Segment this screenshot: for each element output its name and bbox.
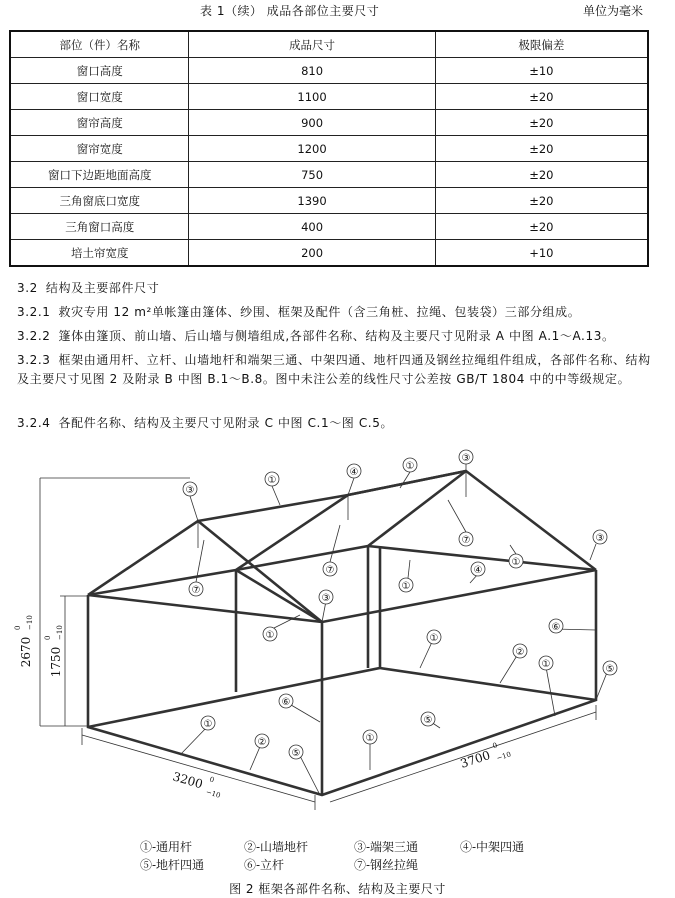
legend-item: ④-中架四通	[460, 840, 525, 854]
table-row	[10, 214, 648, 240]
callout-3-icon	[319, 590, 333, 604]
section-number: 3.2.4	[17, 416, 51, 430]
callout-label: ⑦	[461, 535, 471, 546]
callout-1-icon	[427, 630, 441, 644]
height-total-tol-lower: −10	[26, 615, 34, 630]
table-caption	[0, 2, 675, 18]
callout-label: ①	[365, 733, 375, 744]
callout-1-icon	[399, 578, 413, 592]
callout-1-icon	[363, 730, 377, 744]
callout-1-icon	[201, 716, 215, 730]
callout-6-icon	[549, 619, 563, 633]
callout-label: ①	[429, 633, 439, 644]
cell-name: 窗口宽度	[10, 84, 189, 110]
height-total-tol-upper: 0	[14, 625, 22, 630]
table-row	[10, 58, 648, 84]
callout-label: ②	[257, 737, 267, 748]
callout-label: ③	[321, 593, 331, 604]
section-3-2	[17, 279, 657, 298]
section-text: 结构及主要部件尺寸	[45, 281, 160, 295]
table-header-row	[10, 31, 648, 58]
height-wall-tol-upper: 0	[44, 635, 52, 640]
callout-label: ①	[511, 557, 521, 568]
width-dim	[170, 766, 225, 800]
header-part-name: 部位（件）名称	[10, 31, 189, 58]
callout-1-icon	[403, 458, 417, 472]
callout-label: ③	[595, 533, 605, 544]
callout-3-icon	[593, 530, 607, 544]
cell-tolerance: ±20	[435, 162, 648, 188]
section-text: 框架由通用杆、立杆、山墙地杆和端架三通、中架四通、地杆四通及钢丝拉绳组件组成，各部件名称、结构及主要尺寸见图 2 及附录 B 中图 B.1～B.8。图中未注公差的线性尺寸公差按 GB/T 1804 中的中等级规定。	[17, 353, 651, 386]
height-wall-value: 1750	[49, 646, 63, 678]
callout-2-icon	[513, 644, 527, 658]
width-value: 3200	[171, 769, 205, 792]
callout-7-icon	[323, 562, 337, 576]
table-row	[10, 162, 648, 188]
callout-7-icon	[459, 532, 473, 546]
callout-label: ①	[203, 719, 213, 730]
callout-label: ⑤	[605, 664, 615, 675]
table-unit: 单位为毫米	[582, 4, 643, 18]
section-text: 篷体由篷顶、前山墙、后山墙与侧墙组成,各部件名称、结构及主要尺寸见附录 A 中图 A.1～A.13。	[58, 329, 615, 343]
callout-2-icon	[255, 734, 269, 748]
legend-item: ⑥-立杆	[244, 858, 285, 872]
table-row	[10, 84, 648, 110]
cell-size: 1390	[189, 188, 435, 214]
table-title: 表 1（续） 成品各部位主要尺寸	[200, 4, 380, 18]
cell-size: 1100	[189, 84, 435, 110]
legend-item: ⑦-钢丝拉绳	[354, 858, 419, 872]
legend-item: ⑤-地杆四通	[140, 858, 205, 872]
cell-tolerance: ±10	[435, 58, 648, 84]
section-3-2-3	[17, 351, 657, 389]
callout-1-icon	[265, 472, 279, 486]
wire-ropes	[198, 471, 466, 548]
cell-tolerance: +10	[435, 240, 648, 267]
callout-3-icon	[183, 482, 197, 496]
callout-6-icon	[279, 694, 293, 708]
callout-label: ①	[405, 461, 415, 472]
cell-size: 1200	[189, 136, 435, 162]
callout-label: ①	[265, 630, 275, 641]
cell-size: 400	[189, 214, 435, 240]
length-value: 3700	[458, 748, 492, 771]
cell-size: 200	[189, 240, 435, 267]
cell-size: 750	[189, 162, 435, 188]
callout-label: ③	[461, 453, 471, 464]
table-row	[10, 110, 648, 136]
table-row	[10, 188, 648, 214]
callout-label: ④	[349, 467, 359, 478]
callout-1-icon	[539, 656, 553, 670]
length-tol-lower: −10	[495, 750, 513, 763]
callout-7-icon	[189, 582, 203, 596]
callout-label: ②	[515, 647, 525, 658]
callout-5-icon	[603, 661, 617, 675]
section-number: 3.2.1	[17, 305, 51, 319]
cell-name: 窗帘宽度	[10, 136, 189, 162]
callout-label: ④	[473, 565, 483, 576]
cell-name: 窗口下边距地面高度	[10, 162, 189, 188]
cell-name: 窗帘高度	[10, 110, 189, 136]
callouts	[183, 450, 617, 759]
legend-item: ①-通用杆	[140, 840, 193, 854]
section-number: 3.2.3	[17, 353, 51, 367]
frame-tubes	[88, 471, 596, 795]
cell-size: 900	[189, 110, 435, 136]
cell-name: 窗口高度	[10, 58, 189, 84]
callout-label: ①	[541, 659, 551, 670]
section-text: 各配件名称、结构及主要尺寸见附录 C 中图 C.1～图 C.5。	[58, 416, 394, 430]
callout-label: ⑥	[281, 697, 291, 708]
cell-tolerance: ±20	[435, 110, 648, 136]
callout-label: ①	[401, 581, 411, 592]
width-tol-upper: 0	[208, 775, 216, 785]
cell-name: 培土帘宽度	[10, 240, 189, 267]
cell-size: 810	[189, 58, 435, 84]
callout-label: ⑤	[423, 715, 433, 726]
height-wall-tol-lower: −10	[56, 625, 64, 640]
callout-5-icon	[421, 712, 435, 726]
callout-4-icon	[347, 464, 361, 478]
callout-4-icon	[471, 562, 485, 576]
callout-label: ⑤	[291, 748, 301, 759]
section-3-2-2	[17, 327, 657, 346]
section-number: 3.2	[17, 281, 38, 295]
callout-label: ③	[185, 485, 195, 496]
length-tol-upper: 0	[491, 741, 499, 751]
header-size: 成品尺寸	[189, 31, 435, 58]
legend-item: ②-山墙地杆	[244, 840, 309, 854]
width-tol-lower: −10	[204, 788, 222, 800]
tent-frame-diagram	[0, 440, 675, 835]
callout-label: ⑦	[325, 565, 335, 576]
height-total-dim	[14, 615, 34, 667]
cell-tolerance: ±20	[435, 84, 648, 110]
cell-tolerance: ±20	[435, 188, 648, 214]
callout-1-icon	[263, 627, 277, 641]
section-3-2-1	[17, 303, 657, 322]
callout-3-icon	[459, 450, 473, 464]
section-number: 3.2.2	[17, 329, 51, 343]
callout-label: ⑦	[191, 585, 201, 596]
legend-item: ③-端架三通	[354, 840, 419, 854]
callout-label: ①	[267, 475, 277, 486]
height-total-value: 2670	[19, 636, 33, 668]
callout-1-icon	[509, 554, 523, 568]
section-text: 救灾专用 12 m²单帐篷由篷体、纱围、框架及配件（含三角桩、拉绳、包装袋）三部分组成。	[58, 305, 581, 319]
dimension-lines	[40, 478, 596, 810]
figure-caption: 图 2 框架各部件名称、结构及主要尺寸	[229, 882, 446, 896]
cell-tolerance: ±20	[435, 136, 648, 162]
dimension-table	[9, 30, 649, 267]
cell-tolerance: ±20	[435, 214, 648, 240]
callout-5-icon	[289, 745, 303, 759]
height-wall-dim	[44, 625, 64, 677]
table-row	[10, 240, 648, 267]
callout-label: ⑥	[551, 622, 561, 633]
section-3-2-4	[17, 414, 657, 433]
cell-name: 三角窗底口宽度	[10, 188, 189, 214]
cell-name: 三角窗口高度	[10, 214, 189, 240]
header-tolerance: 极限偏差	[435, 31, 648, 58]
table-row	[10, 136, 648, 162]
